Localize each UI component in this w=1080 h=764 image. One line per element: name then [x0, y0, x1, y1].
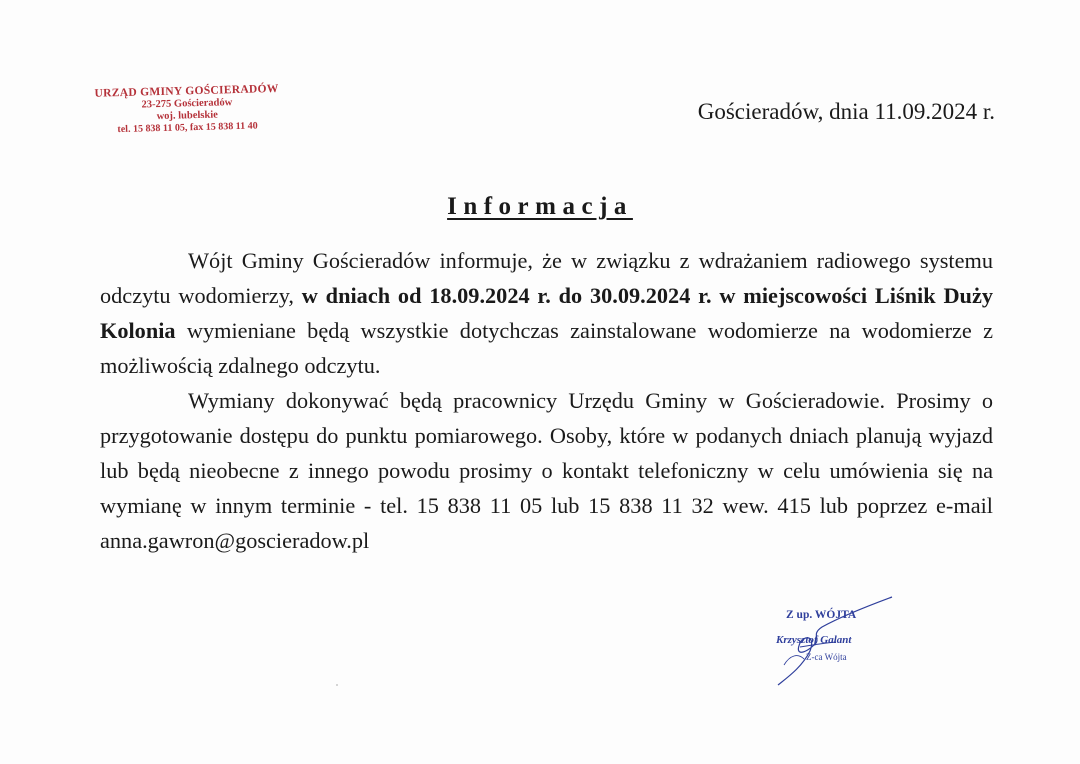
document-date: Gościeradów, dnia 11.09.2024 r.: [697, 99, 995, 124]
paragraph-2: Wymiany dokonywać będą pracownicy Urzędu Gminy w Gościeradowie. Prosimy o przygotowanie dostępu do punktu pomiarowego. Osoby, które w podanych dniach planują wyjazd lub będą nieobecne z innego powodu prosimy o kontakt telefoniczny w celu umówienia się na wymianę w innym terminie - tel. 15 838 11 05 lub 15 838 11 32 wew. 415 lub poprzez e-mail anna.gawron@goscieradow.pl: [100, 388, 993, 553]
stamp-office-name: URZĄD GMINY GOŚCIERADÓW: [94, 82, 279, 100]
paragraph-1-rest: wymieniane będą wszystkie dotychczas zainstalowane wodomierze na wodomierze z możliwością zdalnego odczytu.: [100, 318, 993, 378]
paragraph-1: [100, 243, 993, 383]
signature-name: Krzysztof Galant: [776, 634, 852, 646]
office-stamp: [84, 83, 290, 137]
signature-on-behalf: Z up. WÓJTA: [786, 609, 857, 621]
paragraph-1-intro: Wójt Gminy Gościeradów informuje, że w związku z wdrażaniem radiowego systemu odczytu wodomierzy,: [100, 248, 993, 308]
document-body: [100, 243, 993, 558]
stamp-province: woj. lubelskie: [156, 109, 219, 123]
stamp-phone-fax: tel. 15 838 11 05, fax 15 838 11 40: [117, 120, 258, 136]
signature-role: Z-ca Wójta: [806, 652, 847, 662]
paragraph-1-dates-location: w dniach od 18.09.2024 r. do 30.09.2024 r. w miejscowości Liśnik Duży Kolonia: [100, 283, 994, 343]
document-title: Informacja: [447, 193, 633, 220]
scan-speck: [336, 684, 338, 686]
stamp-postal-code: 23-275 Gościeradów: [141, 97, 233, 111]
signature-stamp: [770, 595, 900, 690]
